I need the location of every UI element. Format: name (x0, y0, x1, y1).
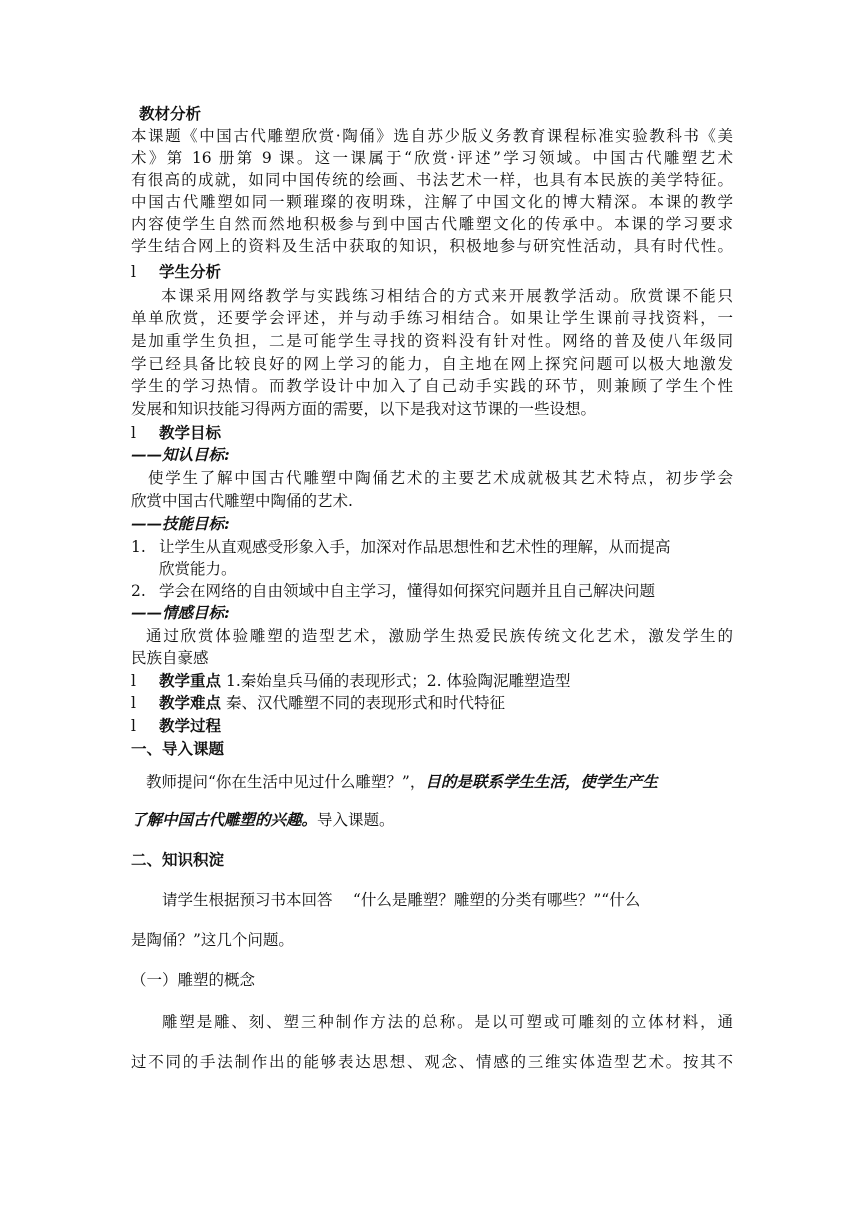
difficulty-label: 教学难点 (159, 693, 222, 712)
paragraph-line: 过不同的手法制作出的能够表达思想、观念、情感的三维实体造型艺术。按其不 (131, 1053, 733, 1071)
paragraph-line: 民族自豪感 (131, 649, 209, 667)
difficulty-line (131, 692, 733, 714)
part-title-knowledge: 二、知识积淀 (131, 850, 225, 869)
paragraph-line: 使学生了解中国古代雕塑中陶俑艺术的主要艺术成就极其艺术特点，初步学会 (148, 469, 733, 487)
emphasis-text: 了解中国古代雕塑的兴趣。 (131, 810, 318, 829)
key-point-label: 教学重点 (159, 671, 222, 690)
emphasis-text: 目的是联系学生生活，使学生产生 (425, 772, 658, 791)
paragraph-line: 欣赏中国古代雕塑中陶俑的艺术. (131, 492, 353, 510)
plain-text: 教师提问“你在生活中见过什么雕塑？”， (146, 773, 426, 791)
paragraph-line: 学生的学习热情。而教学设计中加入了自己动手实践的环节，则兼顾了学生个性 (131, 377, 733, 395)
paragraph-line: 学已经具备比较良好的网上学习的能力，自主地在网上探究问题可以极大地激发 (131, 355, 733, 373)
plain-text: 导入课题。 (317, 811, 395, 829)
part-title-intro: 一、导入课题 (131, 739, 225, 758)
item-text: 学会在网络的自由领域中自主学习，懂得如何探究问题并且自己解决问题 (159, 582, 656, 600)
knowledge-goal-heading: ——知认目标: (131, 445, 230, 464)
paragraph-line: 有很高的成就，如同中国传统的绘画、书法艺术一样，也具有本民族的美学特征。 (131, 171, 733, 189)
skill-item (131, 536, 733, 558)
paragraph-line: 内容使学生自然而然地积极参与到中国古代雕塑文化的传承中。本课的学习要求 (131, 215, 733, 233)
paragraph-line: 是陶俑？”这几个问题。 (131, 931, 294, 949)
difficulty-text: 秦、汉代雕塑不同的表现形式和时代特征 (225, 694, 505, 712)
section-title-textbook-analysis: 教材分析 (139, 104, 202, 123)
bullet-marker: l (131, 263, 136, 281)
item-number: 1. (131, 538, 146, 556)
bullet-marker: l (131, 717, 136, 735)
subsection-title: （一）雕塑的概念 (131, 971, 256, 989)
section-heading-teaching-goals (131, 422, 733, 444)
section-heading-student-analysis (131, 261, 733, 283)
bullet-marker: l (131, 694, 136, 712)
paragraph-line: 本课题《中国古代雕塑欣赏·陶俑》选自苏少版义务教育课程标准实验教科书《美 (131, 127, 733, 145)
paragraph-line (131, 809, 733, 831)
section-title: 学生分析 (159, 262, 222, 281)
bullet-marker: l (131, 672, 136, 690)
skill-goal-heading: ——技能目标: (131, 514, 230, 533)
skill-item-continuation: 欣赏能力。 (159, 560, 237, 578)
emotion-goal-heading: ——情感目标: (131, 603, 230, 622)
paragraph-line: 雕塑是雕、刻、塑三种制作方法的总称。是以可塑或可雕刻的立体材料，通 (162, 1013, 733, 1031)
paragraph-line: 单单欣赏，还要学会评述，并与动手练习相结合。如果让学生课前寻找资料，一 (131, 309, 733, 327)
process-heading (131, 715, 733, 737)
paragraph-line: 学生结合网上的资料及生活中获取的知识，积极地参与研究性活动，具有时代性。 (131, 237, 733, 255)
paragraph-line: 通过欣赏体验雕塑的造型艺术，激励学生热爱民族传统文化艺术，激发学生的 (146, 627, 733, 645)
paragraph-line: 请学生根据预习书本回答 “什么是雕塑？雕塑的分类有哪些？”“什么 (162, 891, 641, 909)
paragraph-line: 是加重学生负担，二是可能学生寻找的资料没有针对性。网络的普及使八年级同 (131, 332, 733, 350)
paragraph-line: 发展和知识技能习得两方面的需要，以下是我对这节课的一些设想。 (131, 400, 597, 418)
paragraph-line (146, 771, 748, 793)
section-title: 教学目标 (159, 423, 222, 442)
key-point-line (131, 670, 733, 692)
paragraph-line: 本课采用网络教学与实践练习相结合的方式来开展教学活动。欣赏课不能只 (161, 287, 733, 305)
skill-item (131, 580, 733, 602)
item-text: 让学生从直观感受形象入手，加深对作品思想性和艺术性的理解，从而提高 (159, 538, 671, 556)
item-number: 2. (131, 582, 146, 600)
paragraph-line: 中国古代雕塑如同一颗璀璨的夜明珠，注解了中国文化的博大精深。本课的教学 (131, 193, 733, 211)
process-label: 教学过程 (159, 716, 222, 735)
key-point-text: 1.秦始皇兵马俑的表现形式；2. 体验陶泥雕塑造型 (225, 672, 571, 690)
bullet-marker: l (131, 424, 136, 442)
paragraph-line: 术》第 16 册第 9 课。这一课属于“欣赏·评述”学习领域。中国古代雕塑艺术 (131, 149, 733, 167)
